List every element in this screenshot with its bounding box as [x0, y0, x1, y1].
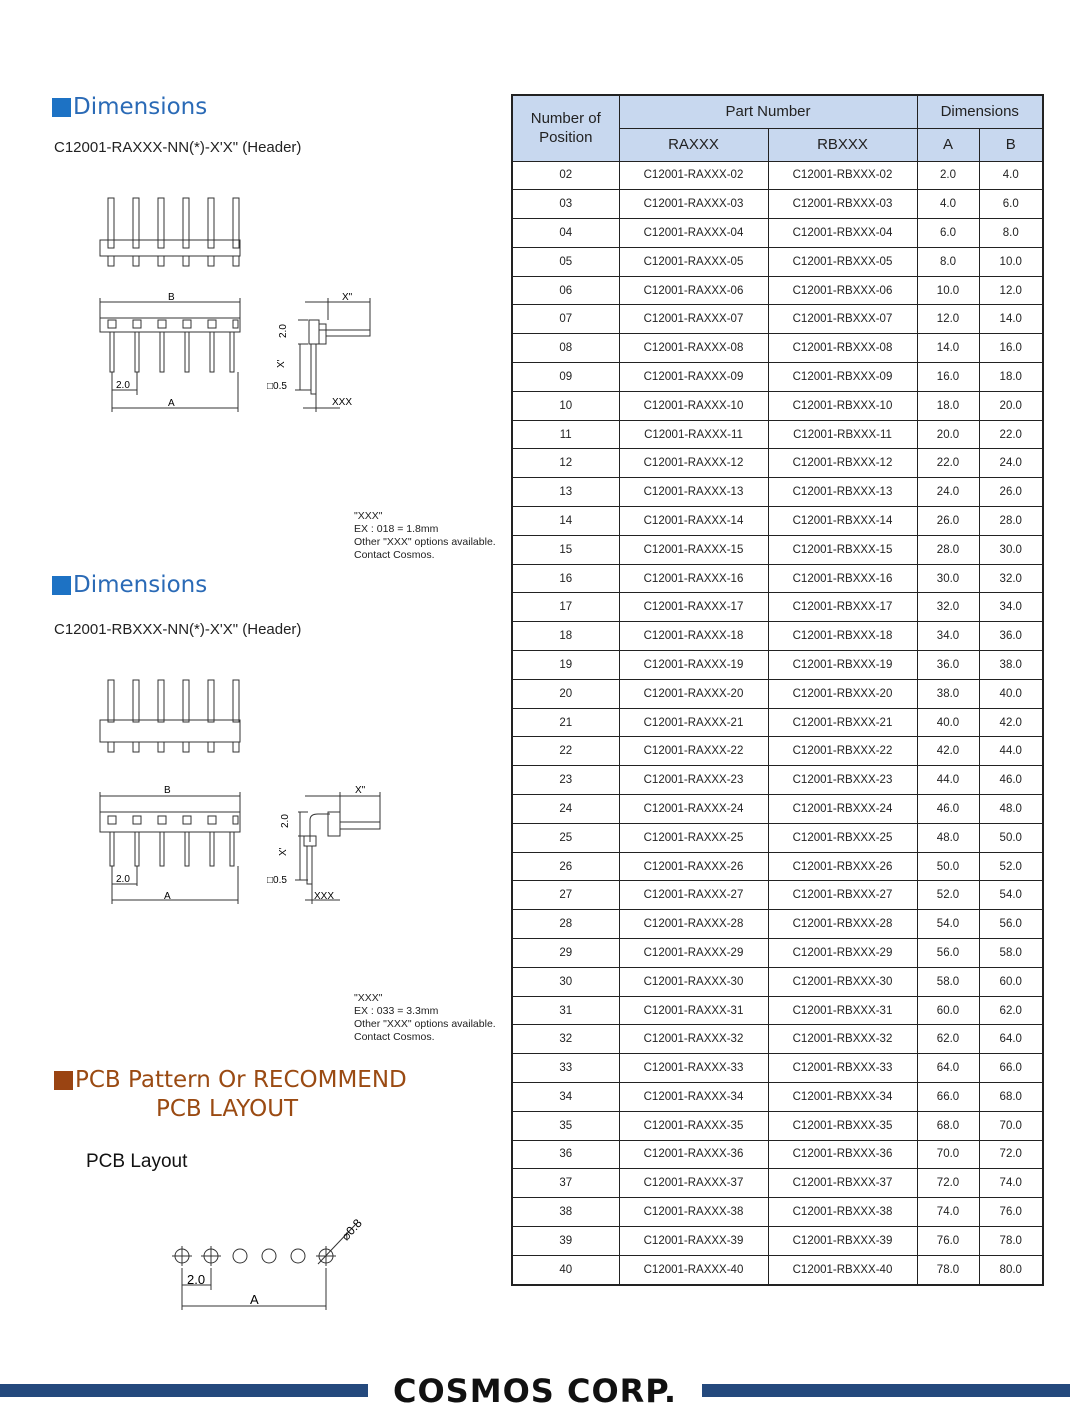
position-cell: 36 — [512, 1140, 619, 1169]
rbxxx-cell: C12001-RBXXX-27 — [768, 881, 917, 910]
section-heading-dimensions-rb — [52, 572, 207, 598]
dim-label-xp: X' — [278, 847, 289, 856]
position-cell: 04 — [512, 219, 619, 248]
rbxxx-cell: C12001-RBXXX-30 — [768, 967, 917, 996]
rbxxx-cell: C12001-RBXXX-09 — [768, 363, 917, 392]
dim-a-cell: 42.0 — [917, 737, 979, 766]
rbxxx-cell: C12001-RBXXX-08 — [768, 334, 917, 363]
dim-a-cell: 8.0 — [917, 247, 979, 276]
position-cell: 15 — [512, 535, 619, 564]
table-row — [512, 1054, 1043, 1083]
position-cell: 13 — [512, 478, 619, 507]
raxxx-cell: C12001-RAXXX-31 — [619, 996, 768, 1025]
dim-label-sq: □0.5 — [267, 381, 287, 392]
note-line: "XXX" — [354, 992, 383, 1004]
raxxx-cell: C12001-RAXXX-02 — [619, 161, 768, 190]
raxxx-cell: C12001-RAXXX-07 — [619, 305, 768, 334]
dim-b-cell: 68.0 — [979, 1083, 1043, 1112]
rbxxx-cell: C12001-RBXXX-35 — [768, 1111, 917, 1140]
dim-label-two: 2.0 — [280, 814, 291, 828]
dim-a-cell: 62.0 — [917, 1025, 979, 1054]
position-cell: 03 — [512, 190, 619, 219]
note-line: EX : 018 = 1.8mm — [354, 523, 439, 535]
dim-b-cell: 44.0 — [979, 737, 1043, 766]
dim-a-cell: 22.0 — [917, 449, 979, 478]
note-line: EX : 033 = 3.3mm — [354, 1005, 439, 1017]
section-heading-text: Dimensions — [73, 94, 208, 120]
section-subtitle-ra: C12001-RAXXX-NN(*)-X'X" (Header) — [54, 139, 302, 156]
rbxxx-cell: C12001-RBXXX-33 — [768, 1054, 917, 1083]
raxxx-cell: C12001-RAXXX-04 — [619, 219, 768, 248]
dim-b-cell: 28.0 — [979, 507, 1043, 536]
dim-a-cell: 56.0 — [917, 939, 979, 968]
dim-a-cell: 36.0 — [917, 651, 979, 680]
dim-label-xxx: XXX — [332, 397, 353, 408]
table-row — [512, 737, 1043, 766]
rbxxx-cell: C12001-RBXXX-07 — [768, 305, 917, 334]
dim-b-cell: 34.0 — [979, 593, 1043, 622]
note-line: Other "XXX" options available. — [354, 1018, 496, 1030]
dim-b-cell: 42.0 — [979, 708, 1043, 737]
rbxxx-cell: C12001-RBXXX-38 — [768, 1198, 917, 1227]
raxxx-cell: C12001-RAXXX-33 — [619, 1054, 768, 1083]
rbxxx-cell: C12001-RBXXX-18 — [768, 622, 917, 651]
raxxx-cell: C12001-RAXXX-20 — [619, 679, 768, 708]
table-row — [512, 1140, 1043, 1169]
position-cell: 32 — [512, 1025, 619, 1054]
raxxx-cell: C12001-RAXXX-35 — [619, 1111, 768, 1140]
table-row — [512, 852, 1043, 881]
dim-a-cell: 20.0 — [917, 420, 979, 449]
dim-a-cell: 26.0 — [917, 507, 979, 536]
dim-a-cell: 28.0 — [917, 535, 979, 564]
raxxx-cell: C12001-RAXXX-12 — [619, 449, 768, 478]
rbxxx-cell: C12001-RBXXX-19 — [768, 651, 917, 680]
table-row — [512, 334, 1043, 363]
position-cell: 05 — [512, 247, 619, 276]
pcb-subtitle: PCB Layout — [86, 1151, 188, 1172]
dim-b-cell: 10.0 — [979, 247, 1043, 276]
raxxx-cell: C12001-RAXXX-34 — [619, 1083, 768, 1112]
rbxxx-cell: C12001-RBXXX-10 — [768, 391, 917, 420]
table-row — [512, 1226, 1043, 1255]
drawing-pcb-layout — [160, 1200, 380, 1312]
table-row — [512, 1198, 1043, 1227]
dim-a-cell: 38.0 — [917, 679, 979, 708]
drawing-rb-header — [90, 672, 390, 907]
raxxx-cell: C12001-RAXXX-17 — [619, 593, 768, 622]
dim-b-cell: 4.0 — [979, 161, 1043, 190]
section-heading-dimensions-ra — [52, 94, 207, 120]
raxxx-cell: C12001-RAXXX-03 — [619, 190, 768, 219]
table-row — [512, 1169, 1043, 1198]
table-row — [512, 967, 1043, 996]
part-number-table — [511, 94, 1044, 1286]
table-row — [512, 622, 1043, 651]
raxxx-cell: C12001-RAXXX-23 — [619, 766, 768, 795]
dim-b-cell: 6.0 — [979, 190, 1043, 219]
table-row — [512, 564, 1043, 593]
raxxx-cell: C12001-RAXXX-38 — [619, 1198, 768, 1227]
rbxxx-cell: C12001-RBXXX-25 — [768, 823, 917, 852]
footer-company-name: COSMOS CORP. — [392, 1372, 678, 1410]
dim-a-cell: 64.0 — [917, 1054, 979, 1083]
raxxx-cell: C12001-RAXXX-40 — [619, 1255, 768, 1284]
table-row — [512, 708, 1043, 737]
dim-label-b: B — [164, 785, 171, 796]
rbxxx-cell: C12001-RBXXX-28 — [768, 910, 917, 939]
position-cell: 12 — [512, 449, 619, 478]
position-cell: 33 — [512, 1054, 619, 1083]
raxxx-cell: C12001-RAXXX-19 — [619, 651, 768, 680]
dim-a-cell: 74.0 — [917, 1198, 979, 1227]
rbxxx-cell: C12001-RBXXX-04 — [768, 219, 917, 248]
position-cell: 30 — [512, 967, 619, 996]
dim-b-cell: 56.0 — [979, 910, 1043, 939]
dim-a-cell: 58.0 — [917, 967, 979, 996]
rbxxx-cell: C12001-RBXXX-20 — [768, 679, 917, 708]
table-row — [512, 276, 1043, 305]
dim-b-cell: 26.0 — [979, 478, 1043, 507]
pcb-label-pitch: 2.0 — [187, 1272, 206, 1287]
rbxxx-cell: C12001-RBXXX-31 — [768, 996, 917, 1025]
header-a: A — [917, 128, 979, 161]
position-cell: 40 — [512, 1255, 619, 1284]
pcb-label-a: A — [250, 1292, 259, 1307]
rbxxx-cell: C12001-RBXXX-23 — [768, 766, 917, 795]
dim-b-cell: 60.0 — [979, 967, 1043, 996]
dim-a-cell: 72.0 — [917, 1169, 979, 1198]
dim-label-pitch: 2.0 — [116, 380, 130, 391]
dim-a-cell: 54.0 — [917, 910, 979, 939]
position-cell: 21 — [512, 708, 619, 737]
section-square-icon — [52, 98, 71, 117]
header-rbxxx: RBXXX — [768, 128, 917, 161]
dim-b-cell: 22.0 — [979, 420, 1043, 449]
raxxx-cell: C12001-RAXXX-36 — [619, 1140, 768, 1169]
dim-b-cell: 46.0 — [979, 766, 1043, 795]
rbxxx-cell: C12001-RBXXX-03 — [768, 190, 917, 219]
raxxx-cell: C12001-RAXXX-13 — [619, 478, 768, 507]
table-row — [512, 219, 1043, 248]
raxxx-cell: C12001-RAXXX-37 — [619, 1169, 768, 1198]
rbxxx-cell: C12001-RBXXX-15 — [768, 535, 917, 564]
dim-a-cell: 16.0 — [917, 363, 979, 392]
table-row — [512, 363, 1043, 392]
dim-b-cell: 36.0 — [979, 622, 1043, 651]
position-cell: 28 — [512, 910, 619, 939]
rbxxx-cell: C12001-RBXXX-40 — [768, 1255, 917, 1284]
dim-a-cell: 52.0 — [917, 881, 979, 910]
section-heading-text: Dimensions — [73, 572, 208, 598]
drawing-ra-header — [90, 190, 390, 420]
dim-a-cell: 40.0 — [917, 708, 979, 737]
raxxx-cell: C12001-RAXXX-26 — [619, 852, 768, 881]
rbxxx-cell: C12001-RBXXX-29 — [768, 939, 917, 968]
dim-b-cell: 78.0 — [979, 1226, 1043, 1255]
table-row — [512, 305, 1043, 334]
rbxxx-cell: C12001-RBXXX-14 — [768, 507, 917, 536]
position-cell: 37 — [512, 1169, 619, 1198]
dim-a-cell: 44.0 — [917, 766, 979, 795]
raxxx-cell: C12001-RAXXX-28 — [619, 910, 768, 939]
header-part-number: Part Number — [619, 95, 917, 128]
rbxxx-cell: C12001-RBXXX-34 — [768, 1083, 917, 1112]
dim-label-xq: X" — [355, 785, 366, 796]
dim-a-cell: 2.0 — [917, 161, 979, 190]
note-line: Contact Cosmos. — [354, 1031, 435, 1043]
position-cell: 02 — [512, 161, 619, 190]
table-row — [512, 823, 1043, 852]
table-row — [512, 247, 1043, 276]
dim-b-cell: 24.0 — [979, 449, 1043, 478]
raxxx-cell: C12001-RAXXX-22 — [619, 737, 768, 766]
table-row — [512, 507, 1043, 536]
note-ra — [354, 510, 496, 562]
table-row — [512, 939, 1043, 968]
raxxx-cell: C12001-RAXXX-27 — [619, 881, 768, 910]
table-body — [512, 161, 1043, 1285]
table-row — [512, 420, 1043, 449]
position-cell: 08 — [512, 334, 619, 363]
rbxxx-cell: C12001-RBXXX-17 — [768, 593, 917, 622]
rbxxx-cell: C12001-RBXXX-13 — [768, 478, 917, 507]
dim-b-cell: 8.0 — [979, 219, 1043, 248]
raxxx-cell: C12001-RAXXX-25 — [619, 823, 768, 852]
raxxx-cell: C12001-RAXXX-14 — [619, 507, 768, 536]
table-row — [512, 910, 1043, 939]
dim-b-cell: 76.0 — [979, 1198, 1043, 1227]
note-rb — [354, 992, 496, 1044]
table-row — [512, 391, 1043, 420]
dim-a-cell: 78.0 — [917, 1255, 979, 1284]
table-row — [512, 449, 1043, 478]
position-cell: 23 — [512, 766, 619, 795]
dim-a-cell: 46.0 — [917, 795, 979, 824]
table-row — [512, 1025, 1043, 1054]
header-number-of-position: Number of Position — [512, 95, 619, 161]
dim-a-cell: 34.0 — [917, 622, 979, 651]
dim-a-cell: 50.0 — [917, 852, 979, 881]
dim-a-cell: 60.0 — [917, 996, 979, 1025]
table-row — [512, 651, 1043, 680]
table-row — [512, 795, 1043, 824]
position-cell: 10 — [512, 391, 619, 420]
raxxx-cell: C12001-RAXXX-30 — [619, 967, 768, 996]
position-cell: 06 — [512, 276, 619, 305]
table-row — [512, 1083, 1043, 1112]
position-cell: 09 — [512, 363, 619, 392]
rbxxx-cell: C12001-RBXXX-06 — [768, 276, 917, 305]
section-subtitle-rb: C12001-RBXXX-NN(*)-X'X" (Header) — [54, 621, 302, 638]
position-cell: 27 — [512, 881, 619, 910]
note-line: "XXX" — [354, 510, 383, 522]
position-cell: 31 — [512, 996, 619, 1025]
header-b: B — [979, 128, 1043, 161]
position-cell: 39 — [512, 1226, 619, 1255]
raxxx-cell: C12001-RAXXX-09 — [619, 363, 768, 392]
rbxxx-cell: C12001-RBXXX-21 — [768, 708, 917, 737]
raxxx-cell: C12001-RAXXX-08 — [619, 334, 768, 363]
dim-b-cell: 12.0 — [979, 276, 1043, 305]
dim-label-pitch: 2.0 — [116, 874, 130, 885]
dim-b-cell: 74.0 — [979, 1169, 1043, 1198]
raxxx-cell: C12001-RAXXX-24 — [619, 795, 768, 824]
position-cell: 34 — [512, 1083, 619, 1112]
dim-b-cell: 62.0 — [979, 996, 1043, 1025]
rbxxx-cell: C12001-RBXXX-37 — [768, 1169, 917, 1198]
dim-b-cell: 66.0 — [979, 1054, 1043, 1083]
dim-a-cell: 66.0 — [917, 1083, 979, 1112]
raxxx-cell: C12001-RAXXX-11 — [619, 420, 768, 449]
raxxx-cell: C12001-RAXXX-05 — [619, 247, 768, 276]
dim-b-cell: 30.0 — [979, 535, 1043, 564]
dim-a-cell: 30.0 — [917, 564, 979, 593]
dim-a-cell: 76.0 — [917, 1226, 979, 1255]
raxxx-cell: C12001-RAXXX-10 — [619, 391, 768, 420]
table-row — [512, 161, 1043, 190]
dim-b-cell: 52.0 — [979, 852, 1043, 881]
dim-label-b: B — [168, 292, 175, 303]
rbxxx-cell: C12001-RBXXX-36 — [768, 1140, 917, 1169]
section-heading-pcb-line2: PCB LAYOUT — [156, 1096, 299, 1122]
table-row — [512, 766, 1043, 795]
raxxx-cell: C12001-RAXXX-32 — [619, 1025, 768, 1054]
raxxx-cell: C12001-RAXXX-29 — [619, 939, 768, 968]
note-line: Contact Cosmos. — [354, 549, 435, 561]
rbxxx-cell: C12001-RBXXX-16 — [768, 564, 917, 593]
dim-label-xq: X" — [342, 292, 353, 303]
raxxx-cell: C12001-RAXXX-06 — [619, 276, 768, 305]
dim-a-cell: 24.0 — [917, 478, 979, 507]
position-cell: 17 — [512, 593, 619, 622]
table-row — [512, 1111, 1043, 1140]
rbxxx-cell: C12001-RBXXX-32 — [768, 1025, 917, 1054]
section-square-icon — [52, 576, 71, 595]
dim-label-xxx: XXX — [314, 891, 335, 902]
rbxxx-cell: C12001-RBXXX-22 — [768, 737, 917, 766]
dim-label-a: A — [168, 398, 175, 409]
position-cell: 25 — [512, 823, 619, 852]
raxxx-cell: C12001-RAXXX-39 — [619, 1226, 768, 1255]
dim-b-cell: 58.0 — [979, 939, 1043, 968]
position-cell: 35 — [512, 1111, 619, 1140]
dim-b-cell: 72.0 — [979, 1140, 1043, 1169]
rbxxx-cell: C12001-RBXXX-11 — [768, 420, 917, 449]
position-cell: 16 — [512, 564, 619, 593]
dim-b-cell: 18.0 — [979, 363, 1043, 392]
table-row — [512, 679, 1043, 708]
dim-a-cell: 68.0 — [917, 1111, 979, 1140]
raxxx-cell: C12001-RAXXX-21 — [619, 708, 768, 737]
position-cell: 20 — [512, 679, 619, 708]
dim-a-cell: 4.0 — [917, 190, 979, 219]
dim-label-a: A — [164, 891, 171, 902]
table-row — [512, 996, 1043, 1025]
dim-label-xp: X' — [276, 359, 287, 368]
dim-a-cell: 10.0 — [917, 276, 979, 305]
table-row — [512, 535, 1043, 564]
dim-a-cell: 48.0 — [917, 823, 979, 852]
rbxxx-cell: C12001-RBXXX-05 — [768, 247, 917, 276]
dim-a-cell: 32.0 — [917, 593, 979, 622]
section-square-icon — [54, 1071, 73, 1090]
dim-label-sq: □0.5 — [267, 875, 287, 886]
dim-b-cell: 16.0 — [979, 334, 1043, 363]
note-line: Other "XXX" options available. — [354, 536, 496, 548]
position-cell: 29 — [512, 939, 619, 968]
header-raxxx: RAXXX — [619, 128, 768, 161]
dim-b-cell: 80.0 — [979, 1255, 1043, 1284]
position-cell: 24 — [512, 795, 619, 824]
dim-b-cell: 40.0 — [979, 679, 1043, 708]
dim-b-cell: 32.0 — [979, 564, 1043, 593]
dim-b-cell: 48.0 — [979, 795, 1043, 824]
pcb-label-dia: ⌀0.8 — [338, 1216, 365, 1244]
table-row — [512, 1255, 1043, 1284]
dim-b-cell: 50.0 — [979, 823, 1043, 852]
position-cell: 11 — [512, 420, 619, 449]
position-cell: 18 — [512, 622, 619, 651]
section-heading-pcb — [54, 1067, 407, 1093]
dim-label-two: 2.0 — [278, 324, 289, 338]
rbxxx-cell: C12001-RBXXX-12 — [768, 449, 917, 478]
position-cell: 26 — [512, 852, 619, 881]
raxxx-cell: C12001-RAXXX-15 — [619, 535, 768, 564]
table-row — [512, 881, 1043, 910]
dim-a-cell: 6.0 — [917, 219, 979, 248]
section-heading-text: PCB Pattern Or RECOMMEND — [75, 1067, 407, 1093]
rbxxx-cell: C12001-RBXXX-24 — [768, 795, 917, 824]
dim-b-cell: 38.0 — [979, 651, 1043, 680]
rbxxx-cell: C12001-RBXXX-26 — [768, 852, 917, 881]
dim-b-cell: 64.0 — [979, 1025, 1043, 1054]
raxxx-cell: C12001-RAXXX-18 — [619, 622, 768, 651]
raxxx-cell: C12001-RAXXX-16 — [619, 564, 768, 593]
dim-b-cell: 54.0 — [979, 881, 1043, 910]
header-dimensions: Dimensions — [917, 95, 1043, 128]
dim-b-cell: 14.0 — [979, 305, 1043, 334]
dim-a-cell: 14.0 — [917, 334, 979, 363]
rbxxx-cell: C12001-RBXXX-39 — [768, 1226, 917, 1255]
table-row — [512, 190, 1043, 219]
position-cell: 14 — [512, 507, 619, 536]
dim-a-cell: 18.0 — [917, 391, 979, 420]
position-cell: 07 — [512, 305, 619, 334]
dim-b-cell: 20.0 — [979, 391, 1043, 420]
position-cell: 38 — [512, 1198, 619, 1227]
table-row — [512, 593, 1043, 622]
dim-b-cell: 70.0 — [979, 1111, 1043, 1140]
dim-a-cell: 12.0 — [917, 305, 979, 334]
position-cell: 19 — [512, 651, 619, 680]
rbxxx-cell: C12001-RBXXX-02 — [768, 161, 917, 190]
position-cell: 22 — [512, 737, 619, 766]
table-row — [512, 478, 1043, 507]
dim-a-cell: 70.0 — [917, 1140, 979, 1169]
